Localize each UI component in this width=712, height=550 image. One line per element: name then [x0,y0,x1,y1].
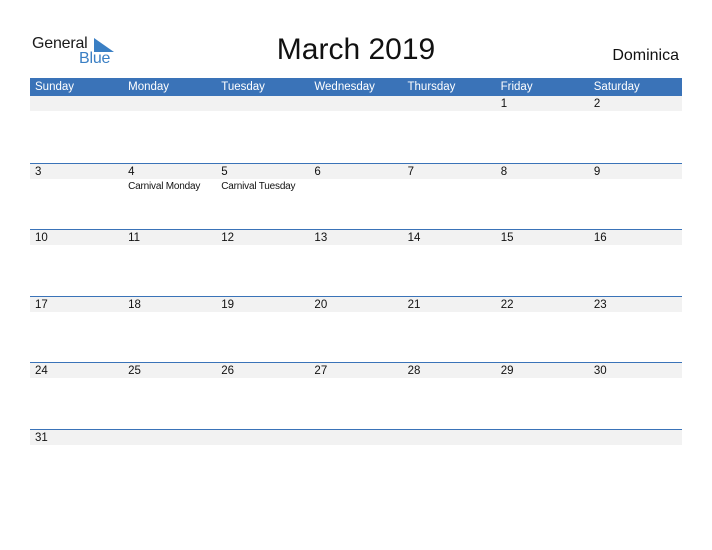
day-number: 26 [221,365,235,378]
weekday-sunday: Sunday [35,81,75,93]
day-number: 29 [500,365,514,378]
calendar-day-cell[interactable] [309,363,402,429]
day-number: 2 [593,98,601,110]
day-number: 1 [500,98,508,110]
day-number: 15 [500,232,514,245]
calendar-grid [30,78,682,496]
day-number: 9 [593,165,601,178]
calendar-day-cell[interactable] [123,363,216,429]
calendar-day-cell[interactable] [30,363,123,429]
logo-text-blue: Blue [79,50,111,67]
day-number: 17 [35,298,48,311]
day-number: 28 [407,365,421,378]
calendar-day-cell[interactable] [123,297,216,363]
weekday-tuesday: Tuesday [221,81,265,93]
day-number: 5 [221,165,228,178]
calendar-week-row [30,429,682,496]
holiday-label: Carnival Monday [128,180,201,192]
calendar-day-cell[interactable] [309,297,402,363]
calendar-day-cell[interactable] [589,363,682,429]
calendar-day-cell[interactable] [403,363,496,429]
calendar-header [0,0,712,76]
calendar-day-cell[interactable] [589,297,682,363]
calendar-day-cell[interactable] [123,164,216,230]
day-number: 27 [314,365,328,378]
day-number: 19 [221,298,235,311]
calendar-week-row [30,163,682,230]
calendar-weeks [30,96,682,496]
calendar-day-cell[interactable] [216,164,309,230]
country-name: Dominica [612,47,679,64]
calendar-day-cell [496,430,589,496]
day-number: 13 [314,232,328,245]
calendar-day-cell[interactable] [216,230,309,296]
calendar-day-cell [403,430,496,496]
calendar-day-cell[interactable] [496,297,589,363]
calendar-day-cell [123,430,216,496]
holiday-label: Carnival Tuesday [221,180,296,192]
day-number: 10 [35,232,48,245]
calendar-day-cell [30,96,123,163]
calendar-day-cell[interactable] [589,96,682,163]
calendar-day-cell [403,96,496,163]
calendar-day-cell [123,96,216,163]
day-number: 12 [221,232,235,245]
calendar-day-cell[interactable] [589,230,682,296]
day-number: 24 [35,365,48,378]
day-number: 21 [407,298,421,311]
calendar-day-cell[interactable] [30,230,123,296]
calendar-day-cell[interactable] [216,297,309,363]
calendar-day-cell[interactable] [309,164,402,230]
day-number: 6 [314,165,321,178]
calendar-day-cell[interactable] [216,363,309,429]
calendar-day-cell [309,430,402,496]
calendar-day-cell[interactable] [30,297,123,363]
calendar-day-cell [216,430,309,496]
calendar-day-cell [216,96,309,163]
day-number: 20 [314,298,328,311]
calendar-day-cell[interactable] [30,164,123,230]
calendar-week-row [30,96,682,163]
day-number: 11 [128,232,141,245]
calendar-day-cell[interactable] [403,230,496,296]
day-number: 30 [593,365,607,378]
weekday-header-row [30,78,682,96]
logo-text-general: General [32,35,88,52]
day-number: 8 [500,165,508,178]
calendar-week-row [30,362,682,429]
weekday-monday: Monday [128,81,170,93]
day-number: 22 [500,298,514,311]
day-number: 14 [407,232,421,245]
calendar-day-cell[interactable] [403,297,496,363]
day-number: 16 [593,232,607,245]
calendar-day-cell[interactable] [403,164,496,230]
calendar-day-cell[interactable] [496,96,589,163]
calendar-day-cell [309,96,402,163]
day-number: 23 [593,298,607,311]
day-number: 4 [128,165,135,178]
calendar-day-cell [589,430,682,496]
day-number: 31 [35,431,48,444]
calendar-day-cell[interactable] [496,230,589,296]
weekday-saturday: Saturday [593,81,640,93]
day-number: 18 [128,298,141,311]
calendar-week-row [30,296,682,363]
page-title: March 2019 [276,33,436,66]
weekday-friday: Friday [500,81,533,93]
day-number: 25 [128,365,141,378]
calendar-day-cell[interactable] [589,164,682,230]
calendar-day-cell[interactable] [496,363,589,429]
calendar-day-cell[interactable] [30,430,123,496]
calendar-day-cell[interactable] [496,164,589,230]
day-number: 7 [407,165,414,178]
day-number: 3 [35,165,42,178]
calendar-day-cell[interactable] [123,230,216,296]
weekday-thursday: Thursday [407,81,456,93]
weekday-wednesday: Wednesday [314,81,375,93]
calendar-week-row [30,229,682,296]
calendar-day-cell[interactable] [309,230,402,296]
